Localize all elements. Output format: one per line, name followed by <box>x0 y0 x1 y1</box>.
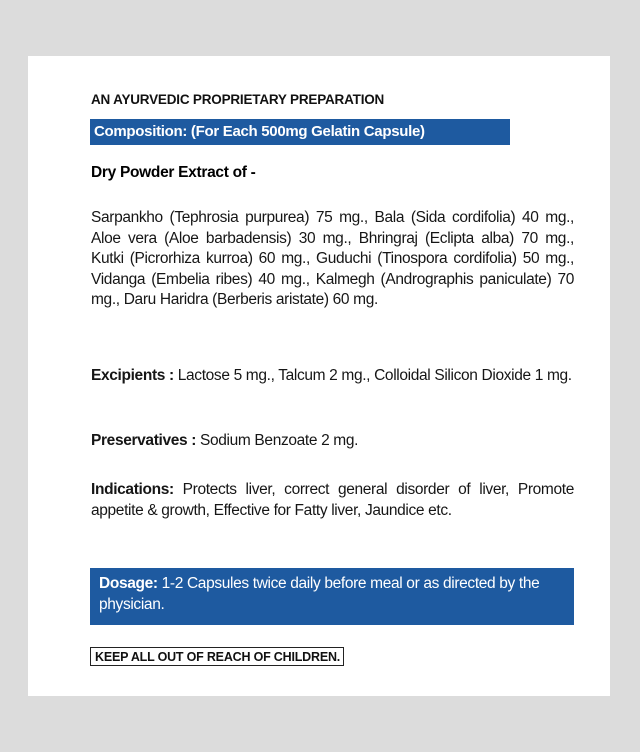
product-label <box>28 56 610 696</box>
composition-banner: Composition: (For Each 500mg Gelatin Capsule) <box>90 119 510 145</box>
excipients-label: Excipients : <box>91 367 174 384</box>
dosage-box <box>90 568 574 625</box>
indications-section <box>91 480 574 521</box>
preservatives-section <box>91 431 574 452</box>
dosage-text: 1-2 Capsules twice daily before meal or as directed by the physician. <box>99 575 540 613</box>
excipients-section <box>91 366 574 387</box>
excipients-text: Lactose 5 mg., Talcum 2 mg., Colloidal Silicon Dioxide 1 mg. <box>173 367 572 384</box>
ingredients-list: Sarpankho (Tephrosia purpurea) 75 mg., Bala (Sida cordifolia) 40 mg., Aloe vera (Aloe barbadensis) 30 mg., Bhringraj (Eclipta alba) 70 mg., Kutki (Picrorhiza kurroa) 60 mg., Guduchi (Tinospora cordifolia) 50 mg., Vidanga (Embelia ribes) 40 mg., Kalmegh (Andrographis paniculate) 70 mg., Daru Haridra (Berberis aristate) 60 mg. <box>91 209 574 308</box>
preservatives-text: Sodium Benzoate 2 mg. <box>196 432 359 449</box>
composition-subheading: Dry Powder Extract of - <box>91 164 256 181</box>
indications-text: Protects liver, correct general disorder of liver, Promote appetite & growth, Effective for Fatty liver, Jaundice etc. <box>91 481 574 519</box>
children-warning: KEEP ALL OUT OF REACH OF CHILDREN. <box>90 647 344 666</box>
preservatives-label: Preservatives : <box>91 432 197 449</box>
indications-label: Indications: <box>91 481 174 498</box>
dosage-label: Dosage: <box>99 575 158 592</box>
preparation-type-heading: AN AYURVEDIC PROPRIETARY PREPARATION <box>91 92 385 107</box>
